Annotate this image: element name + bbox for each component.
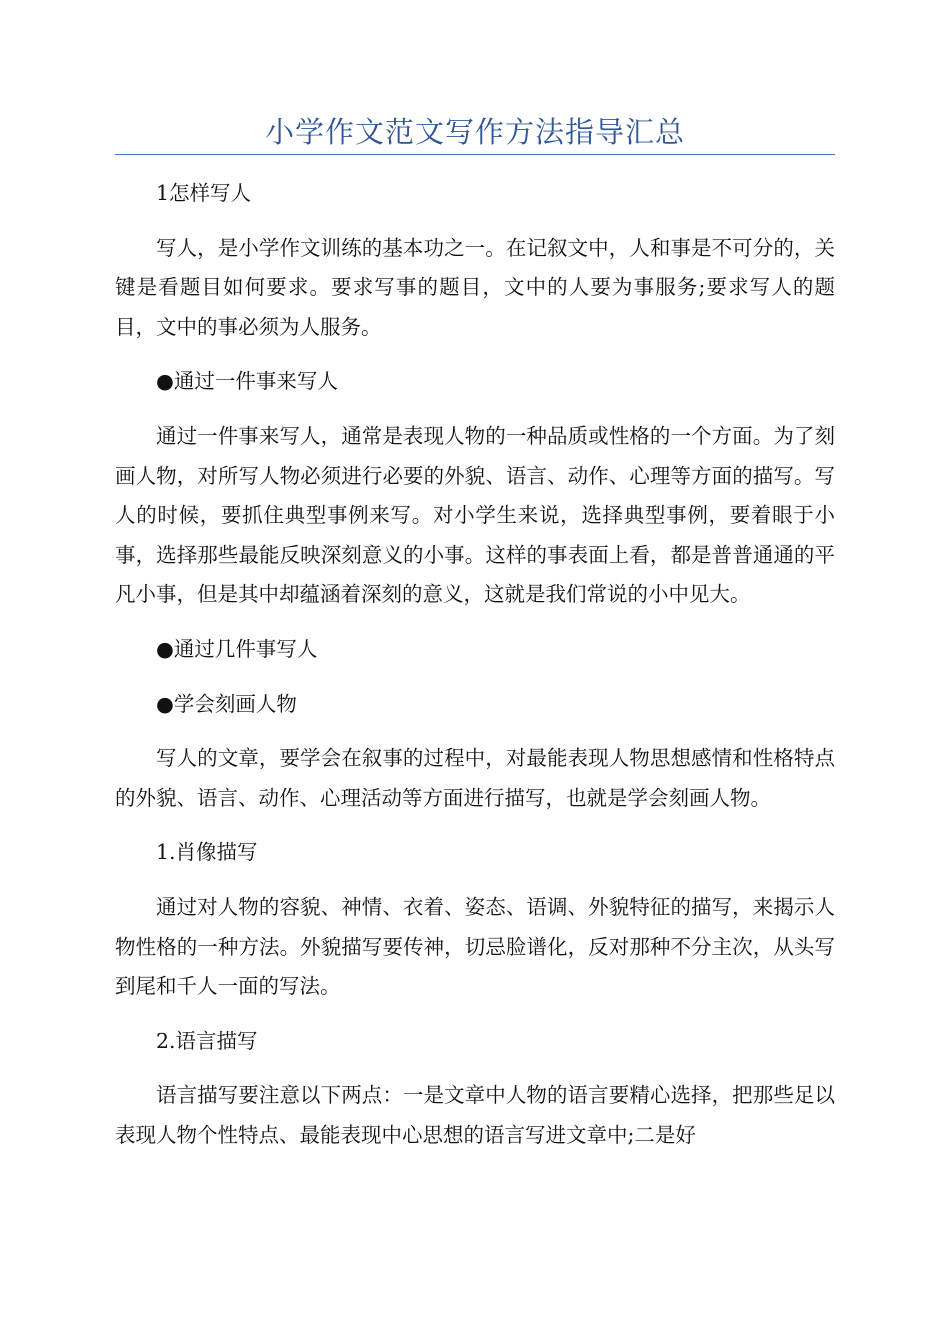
document-body xyxy=(115,174,835,1170)
bullet-heading-one-event: ●通过一件事来写人 xyxy=(156,369,338,394)
paragraph-language-description: 语言描写要注意以下两点：一是文章中人物的语言要精心选择，把那些足以表现人物个性特点、最能表现中心思想的语言写进文章中;二是好 xyxy=(115,1083,835,1147)
paragraph-intro: 写人，是小学作文训练的基本功之一。在记叙文中，人和事是不可分的，关键是看题目如何要求。要求写事的题目，文中的人要为事服务;要求写人的题目，文中的事必须为人服务。 xyxy=(115,235,835,339)
document-title: 小学作文范文写作方法指导汇总 xyxy=(264,115,685,149)
title-underline xyxy=(115,154,835,155)
subheading-portrait-description: 1.肖像描写 xyxy=(156,840,258,865)
paragraph-one-event: 通过一件事来写人，通常是表现人物的一种品质或性格的一个方面。为了刻画人物，对所写人物必须进行必要的外貌、语言、动作、心理等方面的描写。写人的时候，要抓住典型事例来写。对小学生来说，选择典型事例，要着眼于小事，选择那些最能反映深刻意义的小事。这样的事表面上看，都是普普通通的平凡小事，但是其中却蕴涵着深刻的意义，这就是我们常说的小中见大。 xyxy=(115,423,835,607)
bullet-heading-portray-characters: ●学会刻画人物 xyxy=(156,691,297,716)
paragraph-portrait-description: 通过对人物的容貌、神情、衣着、姿态、语调、外貌特征的描写，来揭示人物性格的一种方法。外貌描写要传神，切忌脸谱化，反对那种不分主次，从头写到尾和千人一面的写法。 xyxy=(115,894,835,999)
bullet-heading-several-events: ●通过几件事写人 xyxy=(156,636,318,661)
paragraph-portray-characters: 写人的文章，要学会在叙事的过程中，对最能表现人物思想感情和性格特点的外貌、语言、动作、心理活动等方面进行描写，也就是学会刻画人物。 xyxy=(115,746,835,810)
section-heading-how-to-write-people: 1怎样写人 xyxy=(156,181,252,205)
subheading-language-description: 2.语言描写 xyxy=(156,1028,258,1053)
